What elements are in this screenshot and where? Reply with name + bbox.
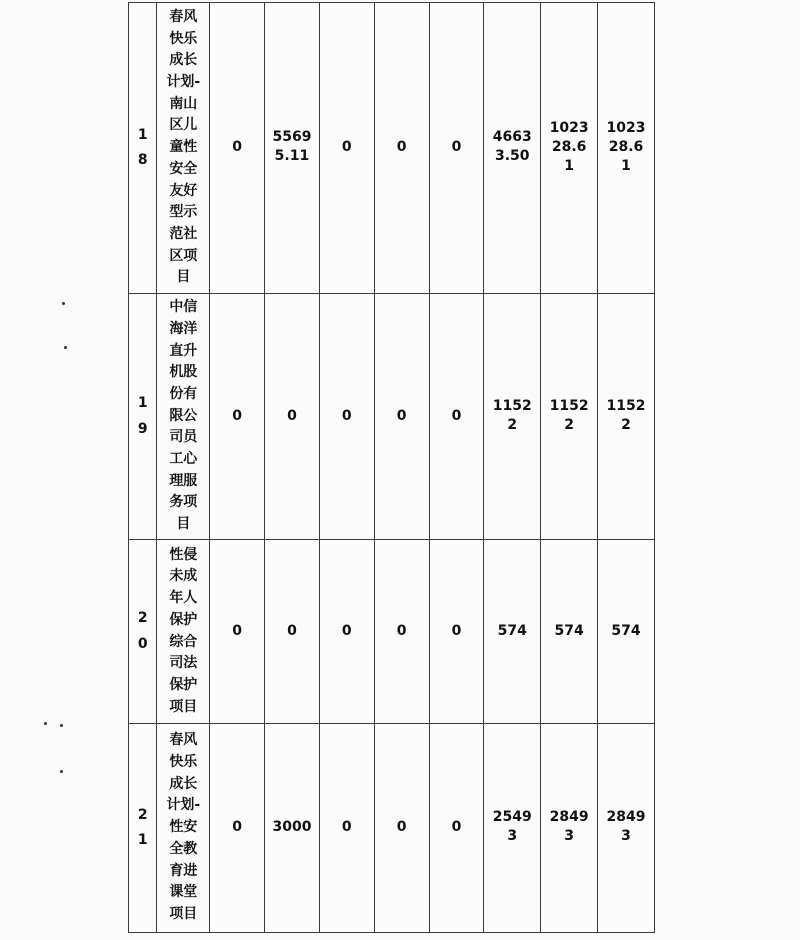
row-number: 20 xyxy=(129,540,157,724)
value-cell: 0 xyxy=(319,724,374,933)
value-cell: 102328.61 xyxy=(541,3,598,294)
value-cell: 574 xyxy=(541,540,598,724)
value-cell: 28493 xyxy=(598,724,655,933)
value-cell: 0 xyxy=(429,294,484,540)
value-cell: 0 xyxy=(429,724,484,933)
project-name: 春风快乐成长计划-性安全教育进课堂项目 xyxy=(157,724,210,933)
value-cell: 55695.11 xyxy=(265,3,320,294)
scan-speck xyxy=(44,722,47,725)
value-cell: 0 xyxy=(265,294,320,540)
value-cell: 3000 xyxy=(265,724,320,933)
scan-speck xyxy=(62,302,65,305)
value-cell: 102328.61 xyxy=(598,3,655,294)
project-name: 性侵未成年人保护综合司法保护项目 xyxy=(157,540,210,724)
scan-speck xyxy=(60,724,63,727)
value-cell: 0 xyxy=(374,294,429,540)
value-cell: 0 xyxy=(374,3,429,294)
value-cell: 11522 xyxy=(484,294,541,540)
value-cell: 0 xyxy=(374,540,429,724)
value-cell: 11522 xyxy=(541,294,598,540)
table-row xyxy=(129,724,655,933)
value-cell: 46633.50 xyxy=(484,3,541,294)
scan-speck xyxy=(64,346,67,349)
value-cell: 25493 xyxy=(484,724,541,933)
value-cell: 0 xyxy=(210,294,265,540)
project-name: 中信海洋直升机股份有限公司员工心理服务项目 xyxy=(157,294,210,540)
value-cell: 28493 xyxy=(541,724,598,933)
project-name: 春风快乐成长计划-南山区儿童性安全友好型示范社区项目 xyxy=(157,3,210,294)
value-cell: 574 xyxy=(484,540,541,724)
table-row xyxy=(129,294,655,540)
value-cell: 0 xyxy=(210,540,265,724)
funding-table xyxy=(128,2,655,933)
scan-speck xyxy=(60,770,63,773)
value-cell: 11522 xyxy=(598,294,655,540)
value-cell: 0 xyxy=(319,3,374,294)
value-cell: 0 xyxy=(265,540,320,724)
value-cell: 0 xyxy=(319,540,374,724)
value-cell: 574 xyxy=(598,540,655,724)
value-cell: 0 xyxy=(319,294,374,540)
value-cell: 0 xyxy=(210,3,265,294)
table-row xyxy=(129,540,655,724)
table-row xyxy=(129,3,655,294)
value-cell: 0 xyxy=(210,724,265,933)
row-number: 18 xyxy=(129,3,157,294)
row-number: 21 xyxy=(129,724,157,933)
row-number: 19 xyxy=(129,294,157,540)
value-cell: 0 xyxy=(374,724,429,933)
value-cell: 0 xyxy=(429,540,484,724)
value-cell: 0 xyxy=(429,3,484,294)
